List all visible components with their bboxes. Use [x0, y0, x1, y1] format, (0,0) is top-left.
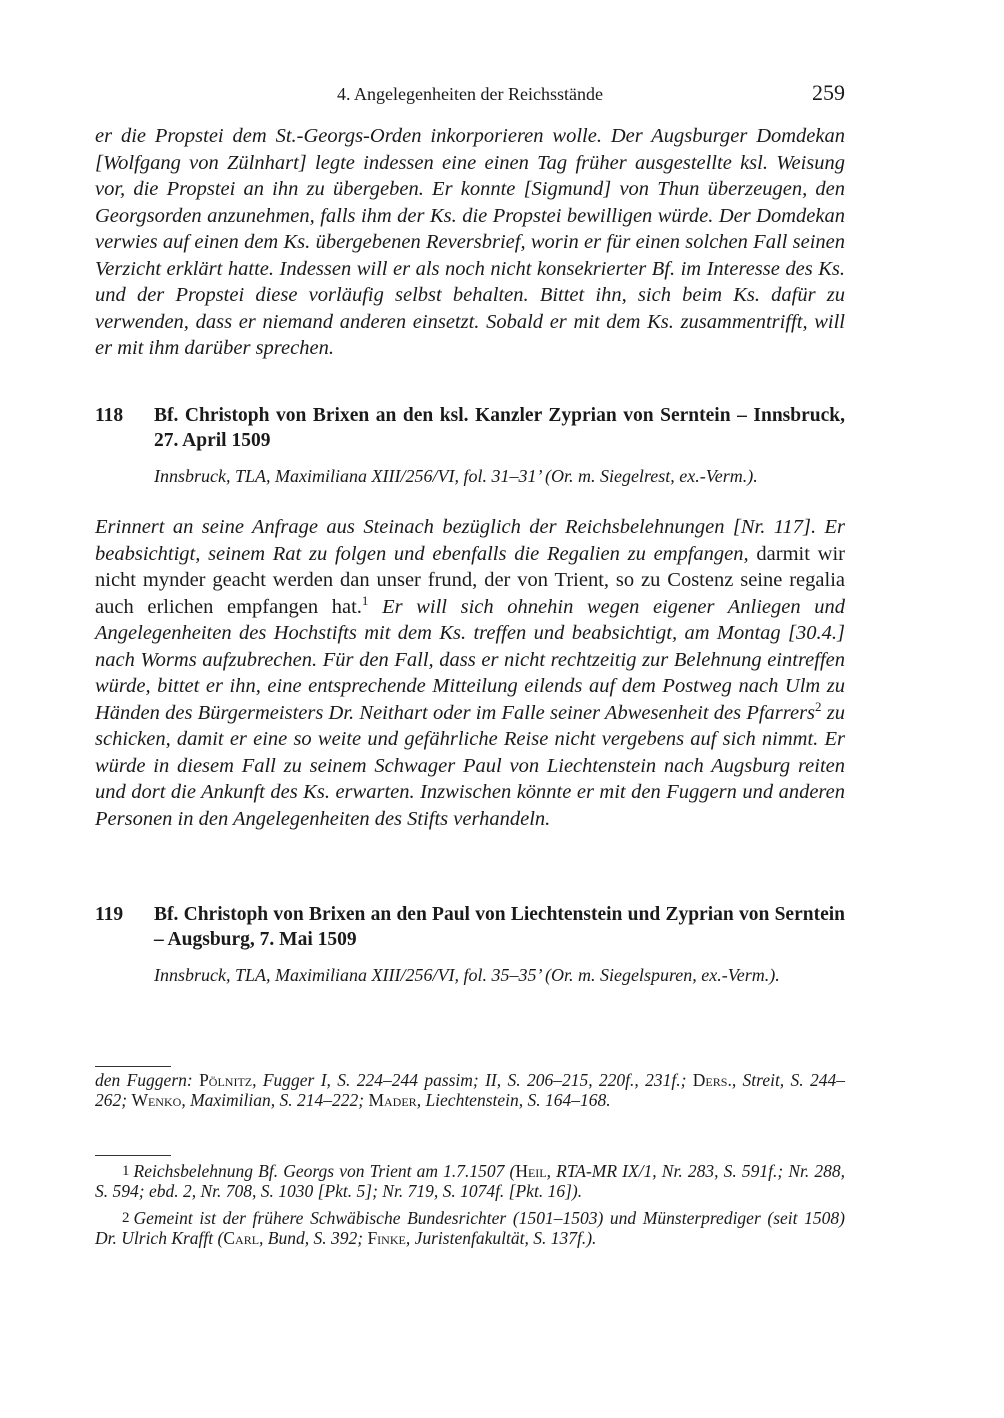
document-entry-118 [95, 403, 845, 489]
author-name: Heil [515, 1161, 547, 1181]
continued-regest [95, 123, 845, 362]
author-name: Ders. [692, 1070, 732, 1090]
footnote-marker: 2 [815, 698, 822, 714]
footnote-rule [95, 1155, 171, 1156]
entry-source: Innsbruck, TLA, Maximiliana XIII/256/VI, fol. 31–31’ (Or. m. Siegelrest, ex.-Verm.). [154, 466, 758, 486]
author-name: Carl [223, 1228, 260, 1248]
entry-source: Innsbruck, TLA, Maximiliana XIII/256/VI, fol. 35–35’ (Or. m. Siegelspuren, ex.-Verm.). [154, 965, 780, 985]
author-name: Pölnitz [199, 1070, 253, 1090]
entry-heading: Bf. Christoph von Brixen an den ksl. Kanzler Zyprian von Serntein – Innsbruck, 27. April 1509 [154, 405, 845, 451]
regest-text: Erinnert an seine Anfrage aus Steinach bezüglich der Reichsbelehnungen [Nr. 117]. Er beabsichtigt, seinem Rat zu folgen und ebenfalls die Regalien zu empfangen, [95, 516, 845, 565]
regest-text: Er will sich ohnehin wegen eigener Anliegen und Angelegenheiten des Hochstifts mit dem Ks. treffen und beabsichtigt, am Montag [30.4.] nach Worms aufzubrechen. Für den Fall, dass er nicht rechtzeitig zur Belehnung eintreffen würde, bittet er ihn, eine entsprechende Mitteilung eilends auf dem Postweg nach Ulm zu Händen des Bürgermeisters Dr. Neithart oder im Falle seiner Abwesenheit des Pfarrers [95, 595, 846, 724]
footnote-number: 1 [122, 1163, 130, 1179]
running-title: 4. Angelegenheiten der Reichsstände [337, 84, 603, 104]
entry-heading: Bf. Christoph von Brixen an den Paul von Liechtenstein und Zyprian von Serntein – Augsburg, 7. Mai 1509 [154, 904, 845, 950]
running-header [95, 82, 845, 108]
regest-paragraph: er die Propstei dem St.-Georgs-Orden inkorporieren wolle. Der Augsburger Domdekan [Wolfgang von Zülnhart] legte indessen eine einen Tag früher ausgestellte ksl. Weisung vor, die Propstei an ihn zu übergeben. Er konnte [Sigmund] von Thun überzeugen, den Georgsorden anzunehmen, falls ihm der Ks. die Propstei bewilligen würde. Der Domdekan verwies auf einen dem Ks. übergebenen Reversbrief, worin er für einen solchen Fall seinen Verzicht erklärt hatte. Indessen will er als noch nicht konsekrierter Bf. im Interesse des Ks. und der Propstei diese vorläufig selbst behalten. Bittet ihn, sich beim Ks. dafür zu verwenden, dass er niemand anderen einsetzt. Sobald er mit dem Ks. zusammentrifft, will er mit ihm darüber sprechen. [95, 125, 845, 359]
regest-118 [95, 514, 845, 832]
document-entry-119 [95, 902, 845, 988]
footnote-rule [95, 1066, 171, 1067]
author-name: Wenko [131, 1090, 182, 1110]
source-quote: darmit wir nicht mynder geacht werden dan unser frund, der von Trient, so zu Costenz seine regalia auch erlichen empfangen hat. [95, 542, 845, 618]
footnote-2: 2 Gemeint ist der frühere Schwäbische Bundesrichter (1501–1503) und Münsterprediger (seit 1508) Dr. Ulrich Krafft (Carl, Bund, S. 392; Finke, Juristenfakultät, S. 137f.). [95, 1208, 845, 1248]
entry-number: 118 [95, 405, 124, 426]
footnote-1: 1 Reichsbelehnung Bf. Georgs von Trient am 1.7.1507 (Heil, RTA-MR IX/1, Nr. 283, S. 591f.; Nr. 288, S. 594; ebd. 2, Nr. 708, S. 1030 [Pkt. 5]; Nr. 719, S. 1074f. [Pkt. 16]). [95, 1161, 845, 1201]
footnote-number: 2 [122, 1210, 130, 1226]
author-name: Finke [367, 1228, 406, 1248]
footnote-marker: 1 [361, 592, 369, 608]
entry-number: 119 [95, 904, 124, 925]
page-number: 259 [812, 80, 845, 105]
regest-paragraph [95, 514, 845, 832]
author-name: Mader [368, 1090, 417, 1110]
regest-text: zu schicken, damit er eine so weite und gefährliche Reise nicht vergebens auf sich nimmt. Er würde in diesem Fall zu seinem Schwager Paul von Liechtenstein nach Augsburg reiten und dort die Ankunft des Ks. erwarten. Inzwischen könnte er mit den Fuggern und anderen Personen in den Angelegenheiten des Stifts verhandeln. [95, 701, 845, 830]
continued-footnote: den Fuggern: Pölnitz, Fugger I, S. 224–244 passim; II, S. 206–215, 220f., 231f.; Ders., Streit, S. 244–262; Wenko, Maximilian, S. 214–222; Mader, Liechtenstein, S. 164–168. [95, 1070, 845, 1110]
